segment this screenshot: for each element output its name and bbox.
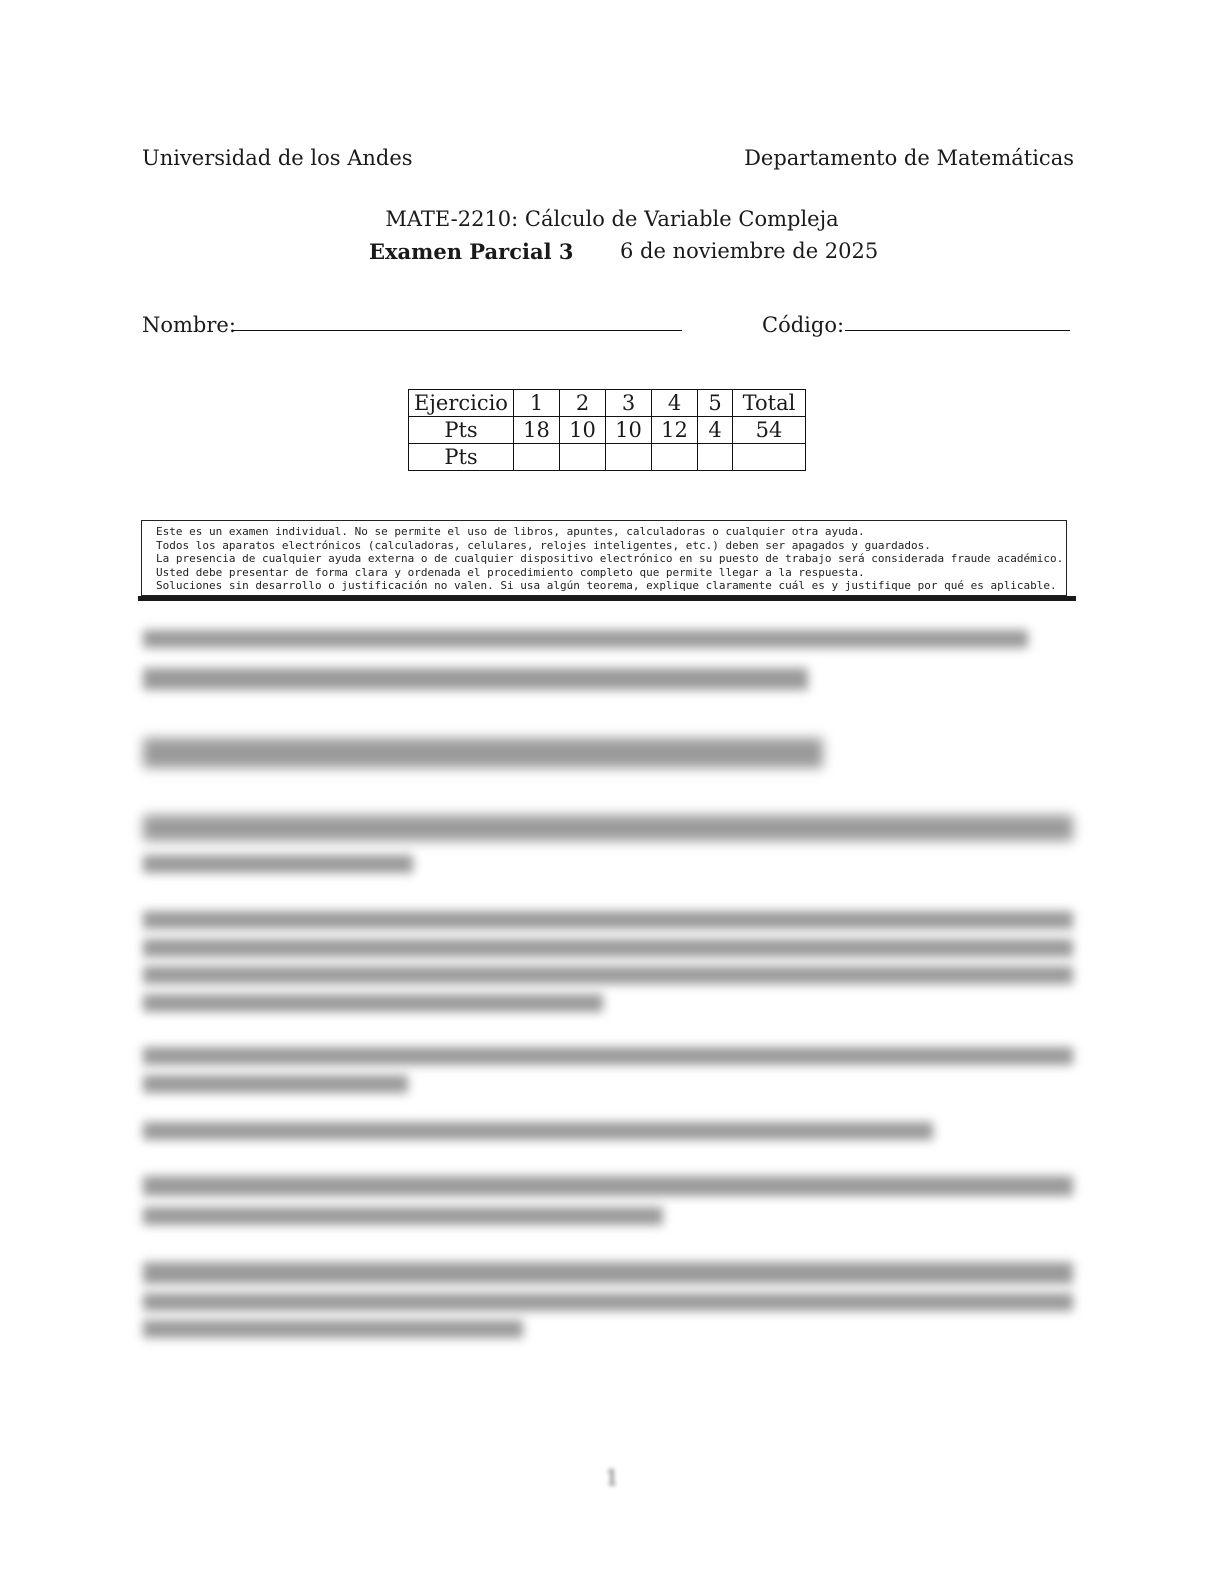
table-cell: 4 xyxy=(652,390,698,417)
blurred-line xyxy=(143,1207,663,1225)
section-divider xyxy=(138,596,1076,601)
table-cell: Pts xyxy=(409,444,514,471)
blurred-line xyxy=(143,966,1073,984)
university-name: Universidad de los Andes xyxy=(142,146,413,170)
table-cell: Ejercicio xyxy=(409,390,514,417)
course-title: MATE-2210: Cálculo de Variable Compleja xyxy=(385,207,839,231)
blurred-line xyxy=(143,1075,408,1093)
code-label: Código: xyxy=(762,313,845,337)
table-cell: Total xyxy=(733,390,806,417)
score-input-cell xyxy=(652,444,698,471)
blurred-line xyxy=(143,738,823,768)
table-row xyxy=(409,417,806,444)
blurred-line xyxy=(143,815,1073,841)
score-table xyxy=(408,389,806,471)
score-input-cell xyxy=(606,444,652,471)
table-cell: 2 xyxy=(560,390,606,417)
rule-line: Soluciones sin desarrollo o justificación no valen. Si usa algún teorema, explique claramente cuál es y justifique por qué es aplicable. xyxy=(156,579,1057,593)
score-input-cell xyxy=(560,444,606,471)
blurred-line xyxy=(143,1320,523,1338)
table-cell: 10 xyxy=(560,417,606,444)
blurred-line xyxy=(143,994,603,1012)
blurred-line xyxy=(143,939,1073,957)
exam-rules-box xyxy=(141,520,1067,596)
score-input-cell xyxy=(733,444,806,471)
score-input-cell xyxy=(698,444,733,471)
table-cell: 5 xyxy=(698,390,733,417)
blurred-line xyxy=(143,668,808,690)
department-name: Departamento de Matemáticas xyxy=(744,146,1074,170)
rule-line: Todos los aparatos electrónicos (calculadoras, celulares, relojes inteligentes, etc.) deben ser apagados y guardados. xyxy=(156,538,931,552)
blurred-line xyxy=(143,1122,933,1140)
table-cell: 18 xyxy=(514,417,560,444)
blurred-line xyxy=(143,630,1028,648)
rule-line: Este es un examen individual. No se permite el uso de libros, apuntes, calculadoras o cualquier otra ayuda. xyxy=(156,525,865,538)
table-cell: Pts xyxy=(409,417,514,444)
table-cell: 54 xyxy=(733,417,806,444)
blurred-line xyxy=(143,1176,1073,1196)
blurred-line xyxy=(143,1262,1073,1284)
name-field[interactable] xyxy=(232,330,682,331)
table-row xyxy=(409,444,806,471)
name-label: Nombre: xyxy=(142,313,236,337)
rule-line: La presencia de cualquier ayuda externa o de cualquier dispositivo electrónico en su puesto de trabajo será considerada fraude académico. xyxy=(156,552,1064,566)
blurred-line xyxy=(143,911,1073,929)
blurred-line xyxy=(143,1293,1073,1311)
table-cell: 3 xyxy=(606,390,652,417)
table-cell: 1 xyxy=(514,390,560,417)
table-row xyxy=(409,390,806,417)
table-cell: 10 xyxy=(606,417,652,444)
page-number: 1 xyxy=(605,1466,619,1490)
rule-line: Usted debe presentar de forma clara y ordenada el procedimiento completo que permite llegar a la respuesta. xyxy=(156,565,865,579)
table-cell: 4 xyxy=(698,417,733,444)
score-input-cell xyxy=(514,444,560,471)
code-field[interactable] xyxy=(845,330,1070,331)
table-cell: 12 xyxy=(652,417,698,444)
blurred-line xyxy=(143,855,413,873)
exam-name: Examen Parcial 3 xyxy=(369,239,574,264)
exam-date: 6 de noviembre de 2025 xyxy=(620,239,879,263)
blurred-line xyxy=(143,1047,1073,1065)
exam-title xyxy=(369,239,573,264)
